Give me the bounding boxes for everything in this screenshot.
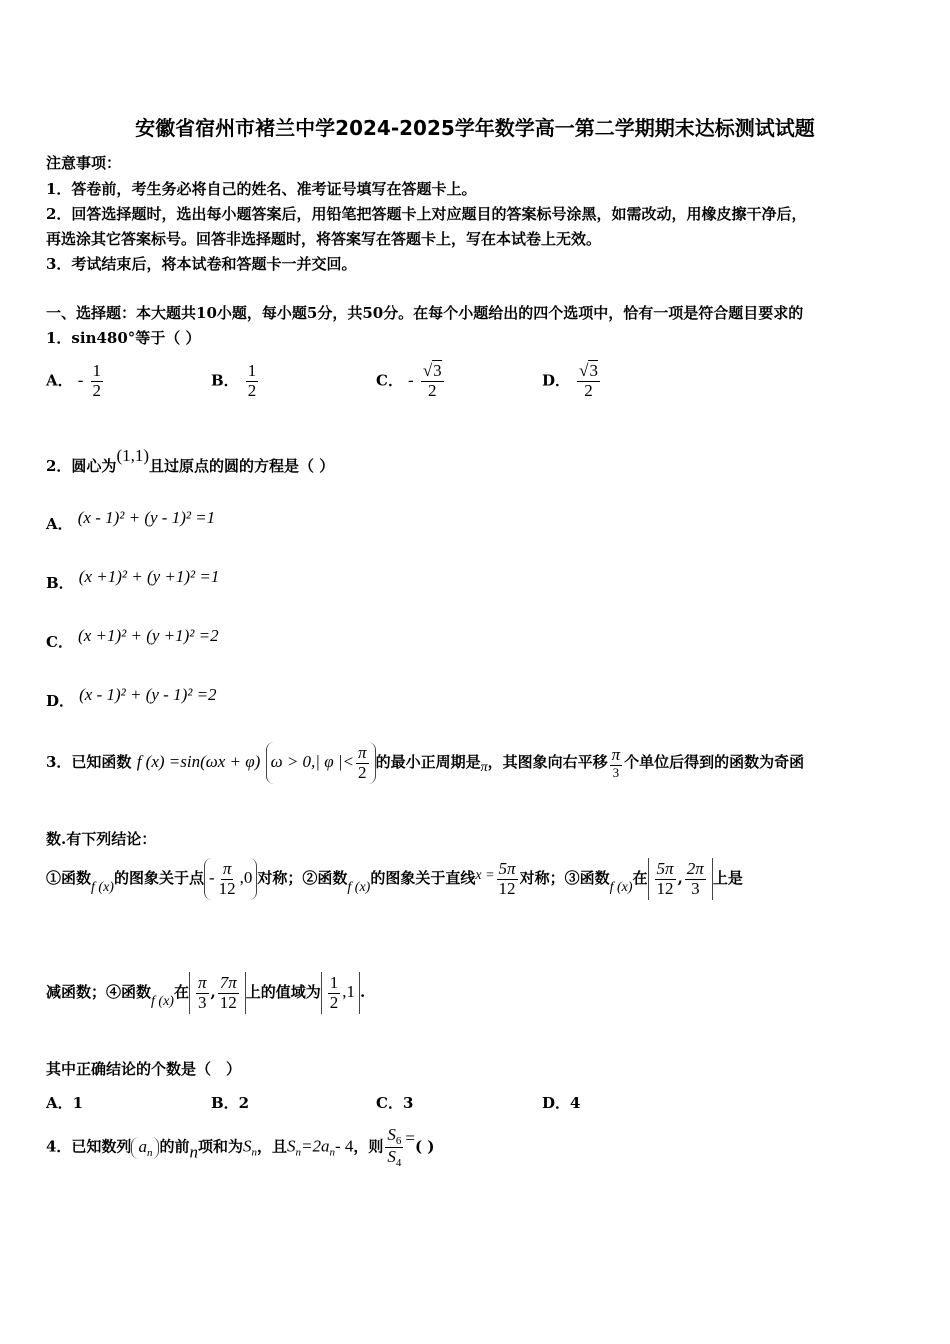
q2-option-b[interactable]: B． (x +1)² + (y +1)² =1 <box>46 567 220 592</box>
q3-conclusions-2: 减函数；④函数f (x)在 $\frac{\pi}{3}$ , $\frac{7\pi}{12}$ 上的值域为 $\frac{1}{2}$ ,1 . <box>46 972 365 1014</box>
q4-stem: 4．已知数列 $a_n$ 的前n项和为$S_n$，且$S_n=2a_n-$ 4，则 $\frac{S_6}{S_4}$ =( ) <box>46 1125 435 1170</box>
notice-item: 再选涂其它答案标号。回答非选择题时，将答案写在答题卡上，写在本试卷上无效。 <box>46 230 602 248</box>
q3-option-a[interactable]: A．1 <box>46 1094 84 1112</box>
condition: ω > 0,| φ |< $\frac{\pi}{2}$ <box>266 742 376 784</box>
equation: (x +1)² + (y +1)² =1 <box>78 567 220 586</box>
page-title: 安徽省宿州市褚兰中学2024-2025学年数学高一第二学期期末达标测试试题 <box>135 116 815 140</box>
minus-sign: - <box>408 370 414 390</box>
q1-option-b[interactable] <box>211 362 260 400</box>
q3-option-b[interactable]: B．2 <box>211 1094 250 1112</box>
q2-option-d[interactable]: D． (x - 1)² + (y - 1)² =2 <box>46 685 217 710</box>
fraction: $\frac{√3}{2}$ <box>579 361 598 400</box>
circle-center: (1,1) <box>116 446 150 465</box>
minus-sign: - <box>77 370 84 390</box>
q2-option-c[interactable]: C． (x +1)² + (y +1)² =2 <box>46 626 219 651</box>
option-label: C． <box>376 371 403 390</box>
q1-option-c[interactable] <box>376 362 446 400</box>
q3-option-c[interactable]: C．3 <box>376 1094 414 1112</box>
q3-stem: 3．已知函数 f (x) =sin(ωx + φ) ω > 0,| φ |< $\frac{\pi}{2}$ 的最小正周期是π，其图象向右平移 $\frac{\pi}{3}$ 个单位后得到的函数为奇函 <box>46 742 804 784</box>
equation: (x +1)² + (y +1)² =2 <box>78 626 219 645</box>
equation: (x - 1)² + (y - 1)² =1 <box>77 508 216 527</box>
fraction: $\frac{√3}{2}$ <box>422 361 442 400</box>
notice-item: 1．答卷前，考生务必将自己的姓名、准考证号填写在答题卡上。 <box>46 180 477 198</box>
option-label: B． <box>211 371 239 390</box>
notice-item: 3．考试结束后，将本试卷和答题卡一并交回。 <box>46 255 357 273</box>
notice-item: 2．回答选择题时，选出每小题答案后，用铅笔把答题卡上对应题目的答案标号涂黑，如需改动，用橡皮擦干净后， <box>46 205 807 223</box>
function-expr: f (x) =sin(ωx + φ) <box>136 752 261 772</box>
q3-ask: 其中正确结论的个数是（ ） <box>46 1060 242 1078</box>
section-heading: 一、选择题：本大题共10小题，每小题5分，共50分。在每个小题给出的四个选项中，恰有一项是符合题目要求的 <box>46 304 804 322</box>
q3-line2: 数.有下列结论： <box>46 830 157 848</box>
equation: (x - 1)² + (y - 1)² =2 <box>79 685 217 704</box>
notice-heading: 注意事项： <box>46 154 122 172</box>
q1-option-d[interactable] <box>542 362 602 400</box>
q3-option-d[interactable]: D．4 <box>542 1094 581 1112</box>
option-label: D． <box>542 371 571 390</box>
fraction: $\frac{1}{2}$ <box>247 361 257 400</box>
q2-stem: 2．圆心为(1,1)且过原点的圆的方程是（ ） <box>46 446 335 475</box>
q1-option-a[interactable] <box>46 362 105 400</box>
q2-option-a[interactable]: A． (x - 1)² + (y - 1)² =1 <box>46 508 216 533</box>
option-label: A． <box>46 371 73 390</box>
q1-stem: 1．sin480°等于（ ） <box>46 329 201 347</box>
q3-conclusions-1: ①函数f (x)的图象关于点 - $\frac{\pi}{12}$ ,0 对称；②函数f (x)的图象关于直线x = $\frac{5\pi}{12}$ 对称；③函数f (x)在 $\frac{5\pi}{12}$ , $\frac{2\pi}{3}$ 上是 <box>46 858 743 900</box>
fraction: $\frac{1}{2}$ <box>92 361 101 400</box>
